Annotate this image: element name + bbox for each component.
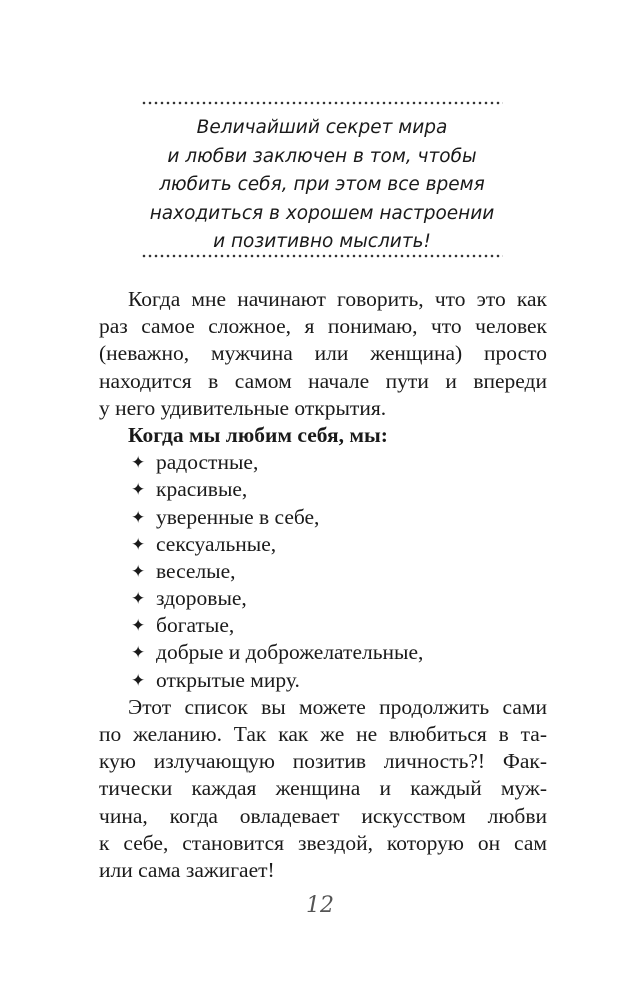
quote-line: и позитивно мыслить! [213,231,431,252]
paragraph-line: Когда мне начинают говорить, что это как [128,287,547,311]
paragraph-line: Этот список вы можете продолжить сами [128,694,547,719]
list-item [99,476,547,503]
ornamental-divider-bottom [141,253,503,259]
paragraph-line: или сама зажигает! [99,857,275,882]
list-item [99,558,547,585]
list-item [99,531,547,558]
paragraph-line: (неважно, мужчина или женщина) просто [99,341,547,366]
paragraph-line: раз самое сложное, я понимаю, что человек [99,314,547,339]
paragraph-line: у него удивительные открытия. [99,395,387,420]
epigraph-quote [141,114,503,257]
star-bullet-icon: ✦ [131,589,146,609]
body-text [99,286,547,884]
list-heading: Когда мы любим себя, мы: [128,422,388,447]
list-item [99,449,547,476]
list-item-text: радостные, [156,450,259,475]
list-item-text: богатые, [156,613,235,638]
paragraph-2 [99,694,547,884]
list-item-text: открытые миру. [156,667,300,692]
list-item [99,612,547,639]
star-bullet-icon: ✦ [131,670,146,690]
list-item-text: уверенные в себе, [156,504,320,529]
list-item-text: здоровые, [156,586,247,611]
list-item-text: добрые и доброжелательные, [156,640,424,665]
qualities-list [99,449,547,694]
paragraph-line: кую излучающую позитив личность?! Фак- [99,749,547,774]
list-item [99,667,547,694]
quote-line: находиться в хорошем настроении [149,202,495,224]
list-item-text: сексуальные, [156,531,277,556]
paragraph-line: чина, когда овладевает искусством любви [99,803,547,828]
list-item [99,585,547,612]
paragraph-line: тически каждая женщина и каждый муж- [99,776,547,801]
paragraph-line: находится в самом начале пути и впереди [99,368,547,393]
quote-line: и любви заключен в том, чтобы [167,145,477,167]
epigraph-box [141,100,503,262]
quote-line: Величайший секрет мира [196,117,448,138]
list-item-text: веселые, [156,558,236,583]
star-bullet-icon: ✦ [131,453,146,473]
star-bullet-icon: ✦ [131,534,146,554]
ornamental-divider-top [141,100,503,106]
list-item [99,504,547,531]
star-bullet-icon: ✦ [131,561,146,581]
star-bullet-icon: ✦ [131,616,146,636]
page-number: 12 [306,893,334,918]
star-bullet-icon: ✦ [131,480,146,500]
quote-line: любить себя, при этом все время [159,174,485,195]
paragraph-line: по желанию. Так как же не влюбиться в та- [99,722,547,746]
list-item-text: красивые, [156,477,248,502]
star-bullet-icon: ✦ [131,507,146,527]
star-bullet-icon: ✦ [131,643,146,663]
list-item [99,639,547,666]
paragraph-line: к себе, становится звездой, которую он сам [99,830,547,855]
paragraph-1 [99,286,547,422]
